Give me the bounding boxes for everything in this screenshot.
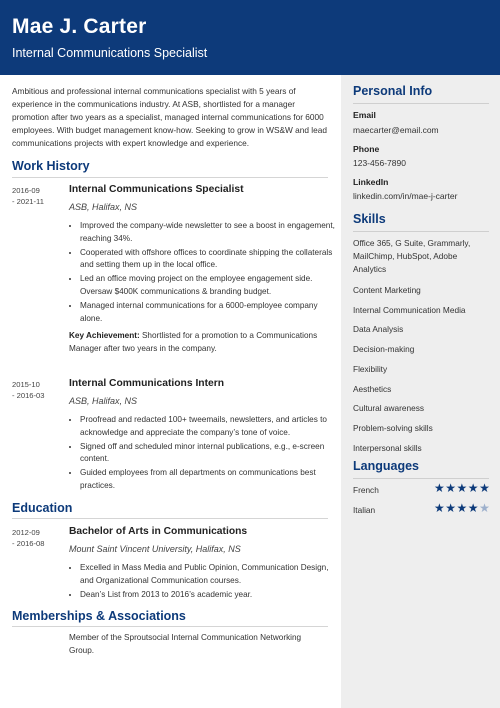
- skill-item: Internal Communication Media: [353, 305, 466, 315]
- skill-item: Cultural awareness: [353, 403, 425, 413]
- candidate-title: Internal Communications Specialist: [12, 46, 208, 60]
- date-start: 2015-10: [12, 380, 40, 389]
- job-location: ASB, Halifax, NS: [69, 396, 138, 406]
- date-end: - 2021-11: [12, 197, 44, 206]
- profile-summary: Ambitious and professional internal communications specialist with 5 years of experience in the communications industry. At ASB, shortlisted for a manager promotion after two years as a specialist, managed internal communications for 6000 employees. With budget management know-how. Seeking to grow in WS&W and lead communications projects with expert knowledge and experience.: [12, 86, 327, 148]
- star-icon: ★: [445, 501, 457, 515]
- section-divider: [12, 626, 328, 627]
- memberships-heading: Memberships & Associations: [12, 609, 186, 623]
- skill-item: Decision-making: [353, 344, 415, 354]
- job-bullets: [69, 220, 342, 327]
- skill-item: Interpersonal skills: [353, 443, 422, 453]
- section-divider: [12, 177, 328, 178]
- bullet-item: • Managed internal communications for a 6000-employee company alone.: [80, 300, 342, 326]
- date-end: - 2016-08: [12, 539, 45, 548]
- star-icon: ★: [456, 481, 468, 495]
- section-divider: [12, 518, 328, 519]
- skill-item: Content Marketing: [353, 285, 421, 295]
- education-heading: Education: [12, 501, 73, 515]
- membership-text: Member of the Sproutsocial Internal Communication Networking Group.: [69, 633, 302, 655]
- star-icon: ★: [434, 481, 446, 495]
- bullet-item: • Signed off and scheduled minor internal publications, e.g., e-screen content.: [80, 441, 342, 467]
- date-start: 2012-09: [12, 528, 40, 537]
- star-icon: ★: [467, 481, 480, 495]
- job-title: Internal Communications Specialist: [69, 184, 244, 195]
- language-name: Italian: [353, 505, 376, 515]
- sidebar: [341, 75, 500, 708]
- job-title: Internal Communications Intern: [69, 378, 225, 389]
- skill-item: Aesthetics: [353, 384, 392, 394]
- personal-info-heading: Personal Info: [353, 84, 433, 98]
- candidate-name: Mae J. Carter: [12, 15, 147, 38]
- email-label: Email: [353, 110, 376, 120]
- languages-heading: Languages: [353, 459, 419, 473]
- language-rating: [434, 501, 490, 515]
- bullet-item: • Proofread and redacted 100+ tweemails, newsletters, and articles to acknowledge and appreciate the company’s tone of voice.: [80, 414, 342, 440]
- phone-value: 123-456-7890: [353, 158, 406, 168]
- language-name: French: [353, 485, 379, 495]
- bullet-item: • Led an office moving project on the employee engagement side. Oversaw $400K communications & branding budget.: [80, 273, 342, 299]
- bullet-item: • Improved the company-wide newsletter to see a boost in engagement, reaching 34%.: [80, 220, 342, 246]
- skill-item: Data Analysis: [353, 324, 404, 334]
- bullet-item: • Guided employees from all departments on communications best practices.: [80, 467, 342, 493]
- bullet-item: • Cooperated with offshore offices to coordinate shipping the collaterals and setting them up in the local office.: [80, 247, 342, 273]
- star-icon: ★: [456, 501, 468, 515]
- phone-label: Phone: [353, 144, 380, 154]
- date-range: [12, 379, 62, 401]
- section-divider: [353, 231, 489, 232]
- date-range: [12, 527, 62, 549]
- school-name: Mount Saint Vincent University, Halifax, NS: [69, 544, 241, 554]
- language-rating: [434, 481, 490, 495]
- skill-item: Flexibility: [353, 364, 388, 374]
- resume-header: [0, 0, 500, 75]
- degree-title: Bachelor of Arts in Communications: [69, 526, 248, 537]
- date-range: [12, 185, 62, 207]
- skill-item: Office 365, G Suite, Grammarly, MailChimp, HubSpot, Adobe Analytics: [353, 238, 471, 274]
- section-divider: [353, 103, 489, 104]
- skills-heading: Skills: [353, 212, 386, 226]
- section-divider: [353, 478, 489, 479]
- linkedin-label: LinkedIn: [353, 177, 389, 187]
- achievement-text: Shortlisted for a promotion to a Communications Manager after two years in the company.: [69, 331, 318, 353]
- star-icon: ★: [479, 501, 491, 515]
- star-icon: ★: [434, 501, 446, 515]
- date-start: 2016-09: [12, 186, 40, 195]
- key-achievement: [69, 330, 334, 356]
- work-history-heading: Work History: [12, 159, 90, 173]
- email-value: maecarter@email.com: [353, 125, 439, 135]
- achievement-label: Key Achievement:: [69, 331, 140, 340]
- date-end: - 2016-03: [12, 391, 45, 400]
- bullet-item: • Excelled in Mass Media and Public Opinion, Communication Design, and Organizational Communication courses.: [80, 562, 342, 588]
- star-icon: ★: [479, 481, 491, 495]
- job-location: ASB, Halifax, NS: [69, 202, 138, 212]
- linkedin-value: linkedin.com/in/mae-j-carter: [353, 191, 458, 201]
- bullet-item: • Dean’s List from 2013 to 2016’s academic year.: [80, 589, 342, 602]
- education-bullets: [69, 562, 342, 603]
- star-icon: ★: [467, 501, 480, 515]
- job-bullets: [69, 414, 342, 494]
- star-icon: ★: [445, 481, 457, 495]
- skill-item: Problem-solving skills: [353, 423, 433, 433]
